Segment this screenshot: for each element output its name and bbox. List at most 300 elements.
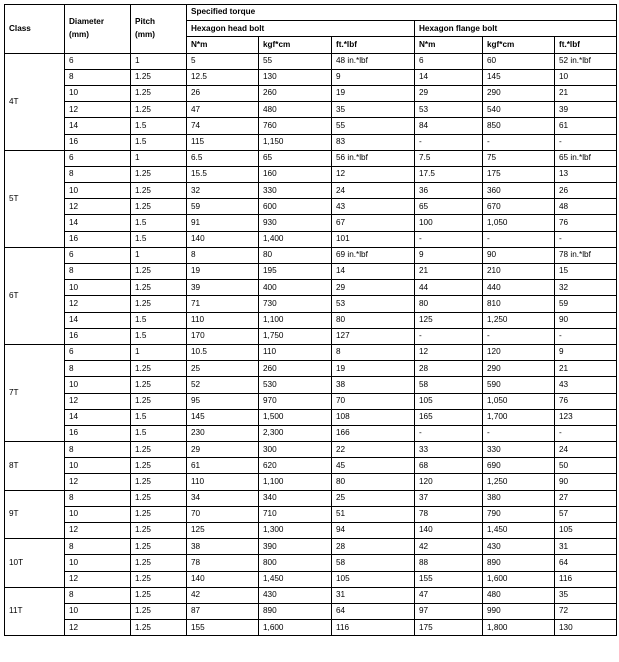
cell-head-nm: 71 [187,296,259,312]
cell-diameter: 16 [65,425,131,441]
cell-diameter: 12 [65,523,131,539]
cell-head-nm: 230 [187,425,259,441]
cell-pitch: 1.25 [131,296,187,312]
table-row [5,264,617,280]
cell-flange-ftlbf: 50 [555,458,617,474]
header-diameter-line1: Diameter [69,17,105,27]
cell-diameter: 12 [65,474,131,490]
cell-flange-nm: 100 [415,215,483,231]
cell-flange-ftlbf: - [555,328,617,344]
cell-flange-kgfcm: 1,700 [483,409,555,425]
cell-head-ftlbf: 83 [332,134,415,150]
cell-head-ftlbf: 53 [332,296,415,312]
table-row [5,555,617,571]
cell-diameter: 8 [65,442,131,458]
cell-head-nm: 140 [187,231,259,247]
cell-pitch: 1.25 [131,555,187,571]
cell-class: 9T [5,490,65,539]
cell-diameter: 8 [65,539,131,555]
cell-flange-kgfcm: 790 [483,506,555,522]
cell-head-nm: 29 [187,442,259,458]
cell-head-nm: 125 [187,523,259,539]
table-row [5,523,617,539]
cell-diameter: 10 [65,183,131,199]
table-row [5,102,617,118]
cell-head-kgfcm: 65 [259,150,332,166]
table-row [5,247,617,263]
cell-head-kgfcm: 330 [259,183,332,199]
cell-flange-kgfcm: 90 [483,247,555,263]
table-row [5,571,617,587]
cell-flange-kgfcm: 480 [483,587,555,603]
cell-head-nm: 91 [187,215,259,231]
cell-flange-ftlbf: 21 [555,85,617,101]
cell-head-ftlbf: 166 [332,425,415,441]
cell-flange-ftlbf: 26 [555,183,617,199]
cell-flange-nm: 44 [415,280,483,296]
cell-head-kgfcm: 2,300 [259,425,332,441]
cell-head-kgfcm: 930 [259,215,332,231]
cell-pitch: 1.5 [131,215,187,231]
cell-head-nm: 42 [187,587,259,603]
cell-class: 11T [5,587,65,636]
cell-head-kgfcm: 710 [259,506,332,522]
cell-flange-kgfcm: 690 [483,458,555,474]
cell-head-kgfcm: 1,400 [259,231,332,247]
cell-head-kgfcm: 110 [259,344,332,360]
cell-pitch: 1.25 [131,587,187,603]
cell-pitch: 1.25 [131,102,187,118]
cell-head-ftlbf: 105 [332,571,415,587]
cell-head-ftlbf: 55 [332,118,415,134]
cell-flange-kgfcm: 1,600 [483,571,555,587]
cell-head-ftlbf: 101 [332,231,415,247]
table-row [5,296,617,312]
header-pitch-line1: Pitch [135,17,156,27]
cell-head-ftlbf: 8 [332,344,415,360]
cell-class: 4T [5,53,65,150]
cell-diameter: 6 [65,247,131,263]
cell-head-kgfcm: 760 [259,118,332,134]
cell-head-nm: 78 [187,555,259,571]
cell-head-kgfcm: 1,100 [259,312,332,328]
cell-flange-ftlbf: 13 [555,166,617,182]
header-unit-head-ftlbf: ft.*lbf [332,37,415,53]
table-row [5,539,617,555]
cell-flange-nm: - [415,231,483,247]
cell-pitch: 1.5 [131,425,187,441]
cell-head-nm: 47 [187,102,259,118]
header-unit-flange-kgfcm: kgf*cm [483,37,555,53]
cell-pitch: 1.25 [131,199,187,215]
cell-flange-kgfcm: 540 [483,102,555,118]
cell-head-nm: 34 [187,490,259,506]
cell-head-ftlbf: 14 [332,264,415,280]
cell-head-nm: 38 [187,539,259,555]
cell-flange-ftlbf: 21 [555,361,617,377]
cell-pitch: 1.25 [131,523,187,539]
cell-flange-nm: 80 [415,296,483,312]
cell-head-nm: 70 [187,506,259,522]
cell-pitch: 1.25 [131,85,187,101]
cell-flange-ftlbf: 39 [555,102,617,118]
table-row [5,458,617,474]
cell-class: 6T [5,247,65,344]
cell-diameter: 8 [65,264,131,280]
cell-head-ftlbf: 24 [332,183,415,199]
cell-flange-ftlbf: - [555,425,617,441]
cell-head-kgfcm: 160 [259,166,332,182]
cell-class: 8T [5,442,65,491]
cell-diameter: 10 [65,506,131,522]
cell-head-nm: 115 [187,134,259,150]
cell-flange-nm: 175 [415,620,483,636]
cell-head-kgfcm: 55 [259,53,332,69]
cell-head-kgfcm: 530 [259,377,332,393]
cell-pitch: 1.5 [131,134,187,150]
cell-head-kgfcm: 130 [259,69,332,85]
cell-head-ftlbf: 80 [332,312,415,328]
cell-flange-kgfcm: 290 [483,361,555,377]
cell-flange-nm: 78 [415,506,483,522]
table-row [5,344,617,360]
cell-flange-nm: 29 [415,85,483,101]
cell-head-ftlbf: 43 [332,199,415,215]
specified-torque-table [4,4,617,636]
cell-flange-kgfcm: 1,800 [483,620,555,636]
cell-flange-nm: 6 [415,53,483,69]
cell-pitch: 1.25 [131,458,187,474]
cell-head-kgfcm: 260 [259,361,332,377]
cell-head-kgfcm: 340 [259,490,332,506]
cell-flange-kgfcm: - [483,328,555,344]
cell-flange-ftlbf: 76 [555,215,617,231]
cell-head-ftlbf: 22 [332,442,415,458]
cell-flange-kgfcm: 1,250 [483,312,555,328]
cell-flange-nm: 47 [415,587,483,603]
cell-pitch: 1.25 [131,506,187,522]
cell-head-nm: 170 [187,328,259,344]
cell-head-nm: 145 [187,409,259,425]
cell-flange-nm: 140 [415,523,483,539]
cell-head-kgfcm: 80 [259,247,332,263]
cell-flange-nm: 84 [415,118,483,134]
cell-diameter: 10 [65,280,131,296]
cell-flange-ftlbf: - [555,231,617,247]
cell-diameter: 12 [65,102,131,118]
header-pitch-line2: (mm) [135,30,156,40]
cell-flange-nm: - [415,425,483,441]
cell-flange-kgfcm: 290 [483,85,555,101]
cell-diameter: 14 [65,118,131,134]
cell-flange-kgfcm: 1,050 [483,393,555,409]
cell-flange-kgfcm: 360 [483,183,555,199]
cell-head-ftlbf: 19 [332,85,415,101]
cell-head-ftlbf: 56 in.*lbf [332,150,415,166]
cell-head-ftlbf: 116 [332,620,415,636]
cell-diameter: 14 [65,312,131,328]
cell-pitch: 1.25 [131,393,187,409]
cell-flange-nm: 21 [415,264,483,280]
header-unit-flange-nm: N*m [415,37,483,53]
cell-head-nm: 74 [187,118,259,134]
cell-flange-ftlbf: 64 [555,555,617,571]
cell-class: 7T [5,344,65,441]
cell-head-kgfcm: 600 [259,199,332,215]
cell-flange-nm: 58 [415,377,483,393]
cell-pitch: 1.25 [131,280,187,296]
cell-diameter: 10 [65,603,131,619]
cell-head-kgfcm: 620 [259,458,332,474]
cell-head-ftlbf: 25 [332,490,415,506]
header-diameter [65,5,131,54]
cell-head-ftlbf: 28 [332,539,415,555]
header-specified-torque: Specified torque [187,5,617,21]
table-row [5,361,617,377]
cell-head-nm: 87 [187,603,259,619]
cell-head-nm: 25 [187,361,259,377]
cell-diameter: 12 [65,296,131,312]
cell-pitch: 1.5 [131,231,187,247]
cell-head-ftlbf: 31 [332,587,415,603]
table-row [5,69,617,85]
header-hexagon-flange-bolt: Hexagon flange bolt [415,21,617,37]
cell-head-nm: 52 [187,377,259,393]
cell-flange-ftlbf: 35 [555,587,617,603]
cell-head-kgfcm: 260 [259,85,332,101]
cell-flange-ftlbf: 32 [555,280,617,296]
cell-diameter: 8 [65,69,131,85]
table-row [5,166,617,182]
cell-flange-ftlbf: 105 [555,523,617,539]
table-row [5,425,617,441]
cell-head-nm: 59 [187,199,259,215]
table-row [5,280,617,296]
cell-flange-nm: - [415,134,483,150]
cell-pitch: 1.5 [131,409,187,425]
cell-flange-nm: 12 [415,344,483,360]
table-row [5,215,617,231]
cell-diameter: 8 [65,490,131,506]
table-row [5,150,617,166]
cell-flange-kgfcm: 440 [483,280,555,296]
cell-head-ftlbf: 67 [332,215,415,231]
cell-flange-kgfcm: 810 [483,296,555,312]
cell-flange-ftlbf: 48 [555,199,617,215]
table-row [5,474,617,490]
table-row [5,134,617,150]
cell-flange-ftlbf: 123 [555,409,617,425]
cell-flange-ftlbf: 90 [555,312,617,328]
cell-flange-ftlbf: 57 [555,506,617,522]
cell-flange-ftlbf: - [555,134,617,150]
cell-diameter: 10 [65,555,131,571]
table-row [5,85,617,101]
cell-flange-ftlbf: 116 [555,571,617,587]
cell-diameter: 16 [65,231,131,247]
cell-head-kgfcm: 430 [259,587,332,603]
cell-head-nm: 10.5 [187,344,259,360]
cell-flange-nm: 68 [415,458,483,474]
cell-pitch: 1.25 [131,69,187,85]
table-row [5,53,617,69]
table-row [5,442,617,458]
cell-pitch: 1.25 [131,361,187,377]
cell-head-nm: 5 [187,53,259,69]
table-row [5,199,617,215]
cell-flange-kgfcm: 990 [483,603,555,619]
cell-flange-ftlbf: 52 in.*lbf [555,53,617,69]
cell-flange-nm: 37 [415,490,483,506]
cell-flange-ftlbf: 130 [555,620,617,636]
cell-pitch: 1.25 [131,442,187,458]
cell-head-ftlbf: 35 [332,102,415,118]
cell-diameter: 6 [65,344,131,360]
cell-head-ftlbf: 127 [332,328,415,344]
cell-flange-kgfcm: - [483,134,555,150]
cell-flange-kgfcm: 1,450 [483,523,555,539]
cell-flange-ftlbf: 90 [555,474,617,490]
cell-flange-nm: 165 [415,409,483,425]
header-row-1 [5,5,617,21]
cell-flange-nm: 88 [415,555,483,571]
cell-head-kgfcm: 1,100 [259,474,332,490]
cell-diameter: 12 [65,199,131,215]
cell-diameter: 14 [65,409,131,425]
cell-pitch: 1.5 [131,118,187,134]
cell-head-kgfcm: 890 [259,603,332,619]
cell-flange-ftlbf: 72 [555,603,617,619]
cell-diameter: 14 [65,215,131,231]
cell-flange-kgfcm: 1,250 [483,474,555,490]
cell-flange-nm: 7.5 [415,150,483,166]
cell-pitch: 1.25 [131,571,187,587]
cell-flange-nm: 105 [415,393,483,409]
cell-pitch: 1.5 [131,328,187,344]
table-row [5,328,617,344]
cell-flange-nm: 155 [415,571,483,587]
cell-pitch: 1.25 [131,620,187,636]
cell-head-kgfcm: 730 [259,296,332,312]
cell-head-kgfcm: 1,500 [259,409,332,425]
cell-flange-nm: 28 [415,361,483,377]
cell-head-nm: 6.5 [187,150,259,166]
cell-head-ftlbf: 58 [332,555,415,571]
cell-head-ftlbf: 51 [332,506,415,522]
cell-head-ftlbf: 94 [332,523,415,539]
cell-head-kgfcm: 390 [259,539,332,555]
cell-flange-ftlbf: 76 [555,393,617,409]
cell-flange-kgfcm: - [483,231,555,247]
cell-class: 10T [5,539,65,588]
cell-flange-nm: 14 [415,69,483,85]
cell-head-nm: 61 [187,458,259,474]
table-row [5,490,617,506]
cell-head-kgfcm: 195 [259,264,332,280]
cell-head-ftlbf: 9 [332,69,415,85]
cell-head-nm: 15.5 [187,166,259,182]
cell-flange-kgfcm: 670 [483,199,555,215]
cell-head-nm: 19 [187,264,259,280]
cell-flange-kgfcm: 60 [483,53,555,69]
cell-flange-kgfcm: 430 [483,539,555,555]
cell-flange-ftlbf: 27 [555,490,617,506]
cell-flange-nm: 17.5 [415,166,483,182]
cell-head-ftlbf: 29 [332,280,415,296]
cell-head-kgfcm: 480 [259,102,332,118]
cell-flange-ftlbf: 24 [555,442,617,458]
cell-pitch: 1.25 [131,603,187,619]
header-pitch [131,5,187,54]
cell-head-kgfcm: 300 [259,442,332,458]
table-body [5,53,617,636]
header-hexagon-head-bolt: Hexagon head bolt [187,21,415,37]
cell-pitch: 1.25 [131,166,187,182]
cell-head-nm: 155 [187,620,259,636]
table-row [5,312,617,328]
cell-head-nm: 12.5 [187,69,259,85]
cell-flange-nm: 97 [415,603,483,619]
cell-head-ftlbf: 69 in.*lbf [332,247,415,263]
cell-class: 5T [5,150,65,247]
cell-pitch: 1.25 [131,490,187,506]
table-row [5,603,617,619]
cell-flange-ftlbf: 78 in.*lbf [555,247,617,263]
cell-head-ftlbf: 80 [332,474,415,490]
cell-flange-kgfcm: 175 [483,166,555,182]
cell-pitch: 1 [131,53,187,69]
cell-flange-ftlbf: 15 [555,264,617,280]
table-row [5,118,617,134]
cell-flange-kgfcm: 145 [483,69,555,85]
cell-flange-kgfcm: 120 [483,344,555,360]
cell-diameter: 16 [65,134,131,150]
cell-diameter: 8 [65,587,131,603]
cell-head-ftlbf: 19 [332,361,415,377]
cell-diameter: 8 [65,166,131,182]
cell-flange-kgfcm: 75 [483,150,555,166]
cell-head-kgfcm: 1,450 [259,571,332,587]
cell-flange-kgfcm: 330 [483,442,555,458]
cell-pitch: 1.25 [131,264,187,280]
cell-head-ftlbf: 48 in.*lbf [332,53,415,69]
cell-head-nm: 140 [187,571,259,587]
table-header [5,5,617,54]
header-unit-head-kgfcm: kgf*cm [259,37,332,53]
header-class: Class [5,5,65,54]
cell-head-nm: 110 [187,474,259,490]
cell-diameter: 12 [65,571,131,587]
cell-diameter: 10 [65,377,131,393]
cell-diameter: 10 [65,85,131,101]
cell-flange-nm: 125 [415,312,483,328]
cell-head-ftlbf: 70 [332,393,415,409]
cell-flange-nm: 36 [415,183,483,199]
cell-pitch: 1.25 [131,377,187,393]
table-row [5,377,617,393]
cell-head-kgfcm: 1,300 [259,523,332,539]
cell-head-ftlbf: 45 [332,458,415,474]
cell-flange-kgfcm: - [483,425,555,441]
cell-head-kgfcm: 1,150 [259,134,332,150]
cell-pitch: 1 [131,247,187,263]
cell-flange-nm: 33 [415,442,483,458]
cell-flange-kgfcm: 210 [483,264,555,280]
cell-flange-nm: 120 [415,474,483,490]
cell-flange-kgfcm: 590 [483,377,555,393]
table-row [5,231,617,247]
cell-head-nm: 8 [187,247,259,263]
